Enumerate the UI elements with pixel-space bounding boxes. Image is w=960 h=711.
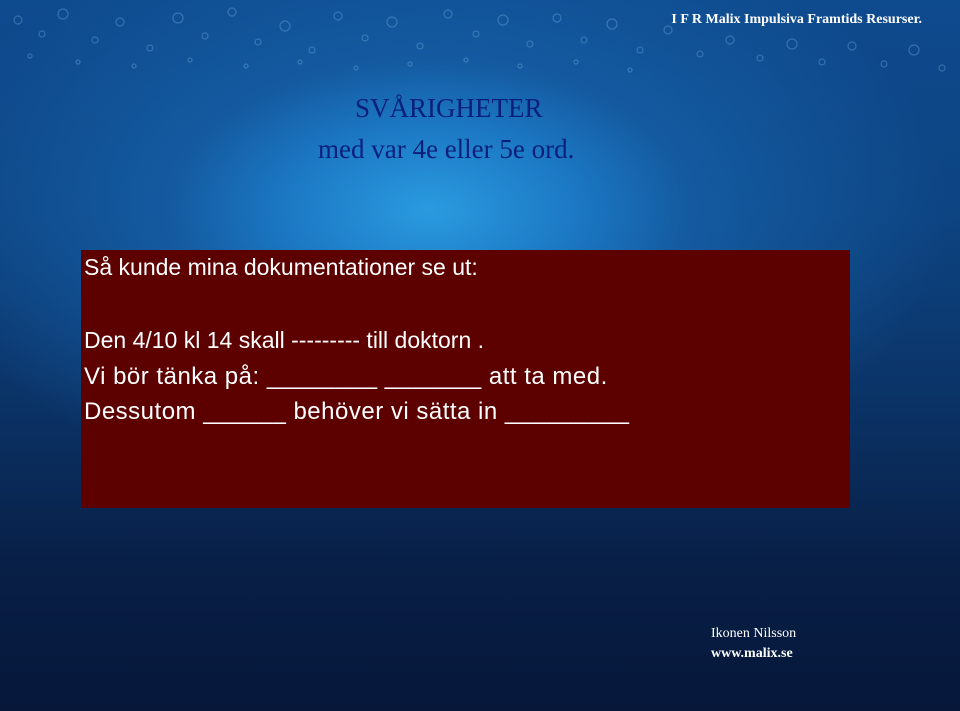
header-text: I F R Malix Impulsiva Framtids Resurser. [671, 12, 922, 27]
footer-name: Ikonen Nilsson [711, 626, 797, 641]
panel-intro: Så kunde mina dokumentationer se ut: [84, 254, 478, 280]
panel-line-1: Den 4/10 kl 14 skall --------- till doktorn . [84, 327, 485, 353]
slide-subtitle: med var 4e eller 5e ord. [318, 134, 575, 164]
content-panel [81, 250, 850, 508]
footer-url: www.malix.se [711, 646, 793, 661]
panel-line-3: Dessutom ______ behöver vi sätta in _________ [84, 398, 630, 425]
slide-title: SVÅRIGHETER [355, 93, 543, 123]
panel-line-2: Vi bör tänka på: ________ _______ att ta med. [84, 363, 608, 390]
